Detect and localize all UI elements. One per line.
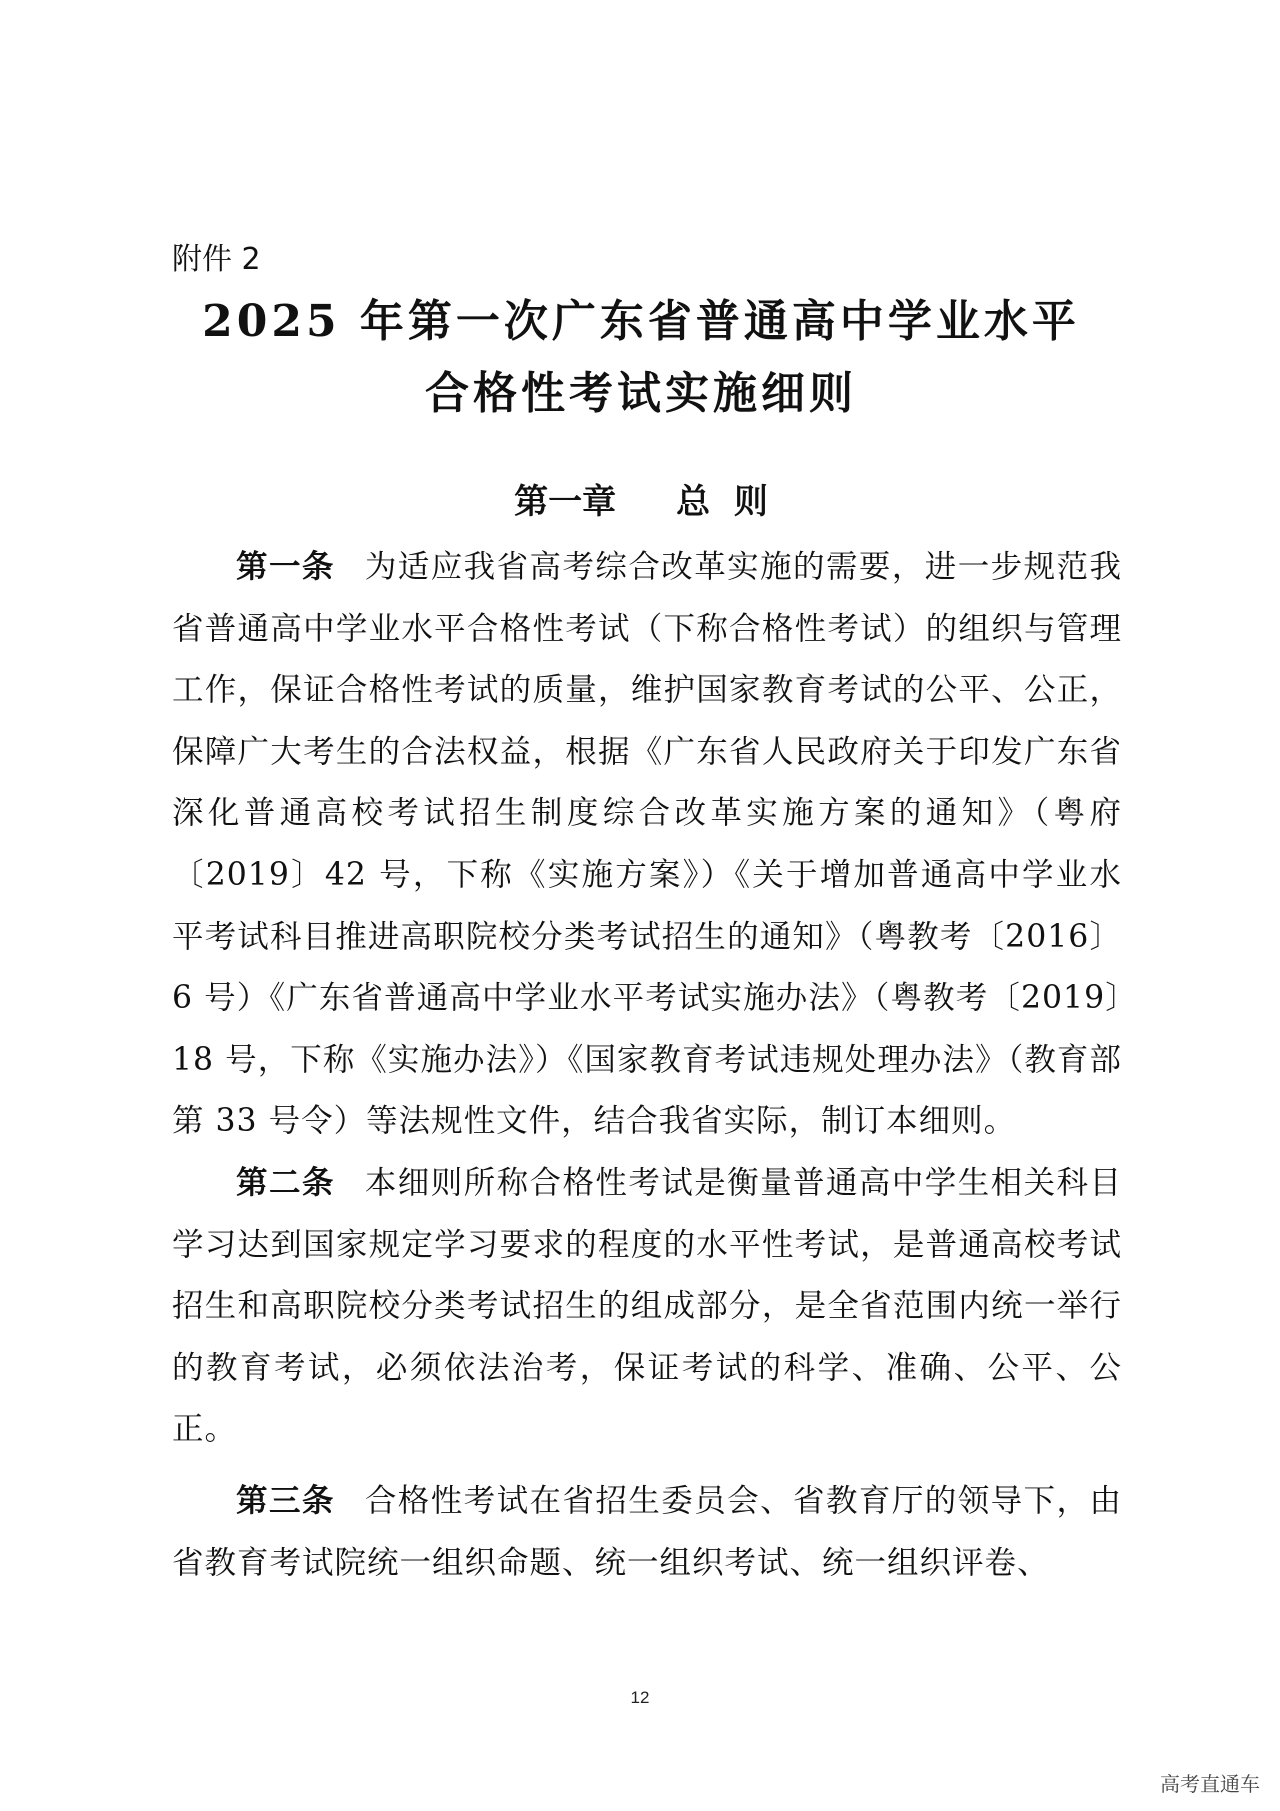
article-1-text: 为适应我省高考综合改革实施的需要，进一步规范我省普通高中学业水平合格性考试（下称合格性考试）的组织与管理工作，保证合格性考试的质量，维护国家教育考试的公平、公正，保障广大考生的合法权益，根据《广东省人民政府关于印发广东省深化普通高校考试招生制度综合改革实施方案的通知》（粤府〔2019〕42 号，下称《实施方案》）《关于增加普通高中学业水平考试科目推进高职院校分类考试招生的通知》（粤教考〔2016〕6 号）《广东省普通高中学业水平考试实施办法》（粤教考〔2019〕18 号，下称《实施办法》）《国家教育考试违规处理办法》（教育部第 33 号令）等法规性文件，结合我省实际，制订本细则。 xyxy=(172,549,1122,1140)
article-2-text: 本细则所称合格性考试是衡量普通高中学生相关科目学习达到国家规定学习要求的程度的水平性考试，是普通高校考试招生和高职院校分类考试招生的组成部分，是全省范围内统一举行的教育考试，必须依法治考，保证考试的科学、准确、公平、公正。 xyxy=(172,1164,1122,1448)
watermark-text: 高考直通车 xyxy=(1160,1772,1260,1796)
document-body xyxy=(172,537,1122,1594)
article-1 xyxy=(172,537,1122,1153)
article-3-text: 合格性考试在省招生委员会、省教育厅的领导下，由省教育考试院统一组织命题、统一组织考试、统一组织评卷、 xyxy=(172,1482,1122,1581)
article-1-label: 第一条 xyxy=(236,549,335,585)
document-title-line-2: 合格性考试实施细则 xyxy=(425,368,857,419)
chapter-number: 第一章 xyxy=(514,482,617,522)
article-3 xyxy=(172,1471,1122,1594)
article-2-label: 第二条 xyxy=(236,1164,335,1201)
article-2 xyxy=(172,1153,1122,1461)
page-number: 12 xyxy=(630,1688,650,1707)
chapter-name: 总 则 xyxy=(676,482,768,522)
article-3-label: 第三条 xyxy=(236,1482,335,1519)
document-title-line-1: 2025 年第一次广东省普通高中学业水平 xyxy=(202,296,1080,347)
attachment-label: 附件 2 xyxy=(172,242,261,277)
chapter-heading xyxy=(172,478,1110,526)
